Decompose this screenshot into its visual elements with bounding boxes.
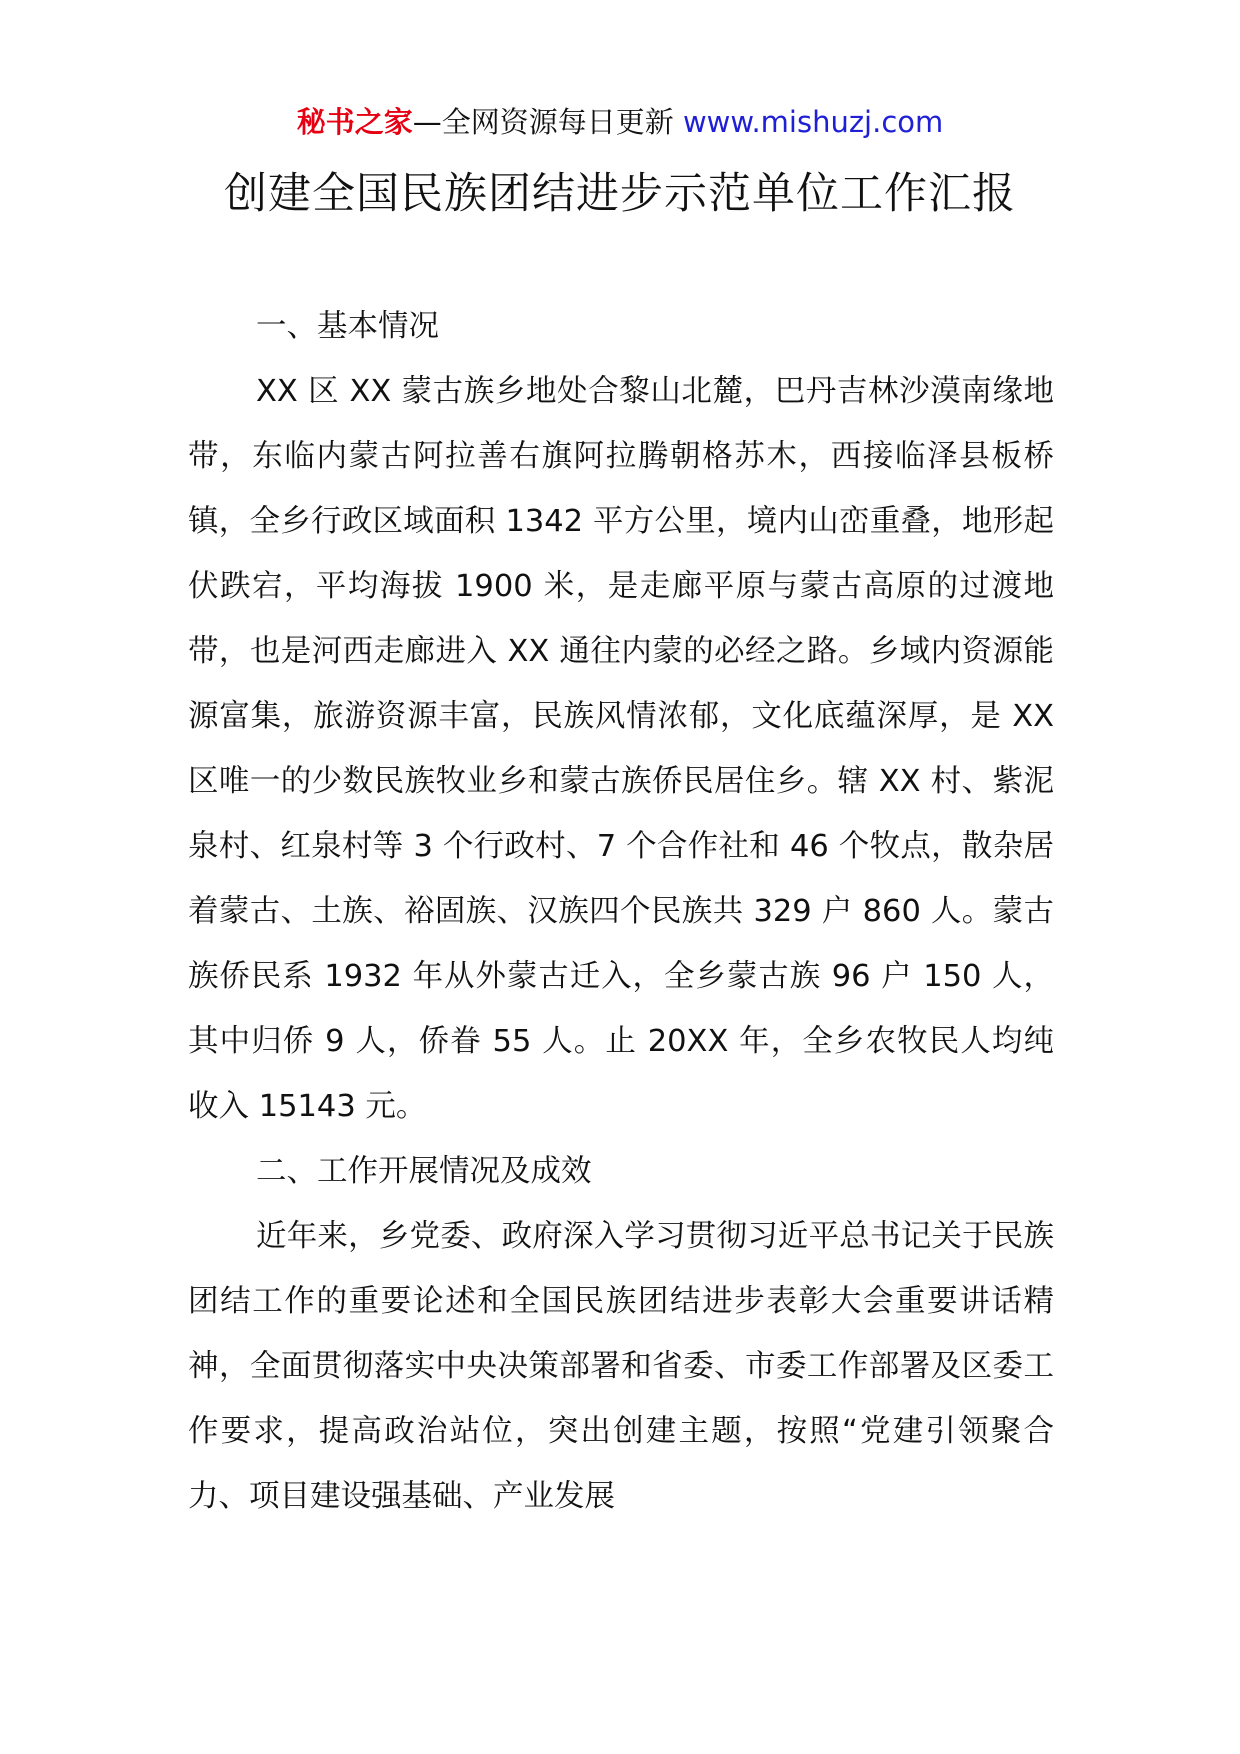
section-paragraph-basic-situation: XX 区 XX 蒙古族乡地处合黎山北麓，巴丹吉林沙漠南缘地带，东临内蒙古阿拉善右旗阿拉腾朝格苏木，西接临泽县板桥镇，全乡行政区域面积 1342 平方公里，境内山峦重叠，地形起伏跌宕，平均海拔 1900 米，是走廊平原与蒙古高原的过渡地带，也是河西走廊进入 XX 通往内蒙的必经之路。乡域内资源能源富集，旅游资源丰富，民族风情浓郁，文化底蕴深厚，是 XX 区唯一的少数民族牧业乡和蒙古族侨民居住乡。辖 XX 村、紫泥泉村、红泉村等 3 个行政村、7 个合作社和 46 个牧点，散杂居着蒙古、土族、裕固族、汉族四个民族共 329 户 860 人。蒙古族侨民系 1932 年从外蒙古迁入，全乡蒙古族 96 户 150 人，其中归侨 9 人，侨眷 55 人。止 20XX 年，全乡农牧民人均纯收入 15143 元。 (188, 374, 1054, 1124)
section-heading-work-progress: 二、工作开展情况及成效 (256, 1154, 592, 1189)
section-paragraph-work-progress: 近年来，乡党委、政府深入学习贯彻习近平总书记关于民族团结工作的重要论述和全国民族团结进步表彰大会重要讲话精神，全面贯彻落实中央决策部署和省委、市委工作部署及区委工作要求，提高政治站位，突出创建主题，按照“党建引领聚合力、项目建设强基础、产业发展 (188, 1219, 1054, 1514)
section-heading-basic-situation: 一、基本情况 (256, 309, 439, 344)
document-body (188, 294, 1054, 1529)
watermark-slogan: —全网资源每日更新 (412, 105, 674, 139)
watermark-brand: 秘书之家 (296, 105, 413, 139)
watermark-url: www.mishuzj.com (682, 105, 944, 139)
document-title: 创建全国民族团结进步示范单位工作汇报 (224, 169, 1016, 219)
site-watermark-header (0, 102, 1240, 142)
